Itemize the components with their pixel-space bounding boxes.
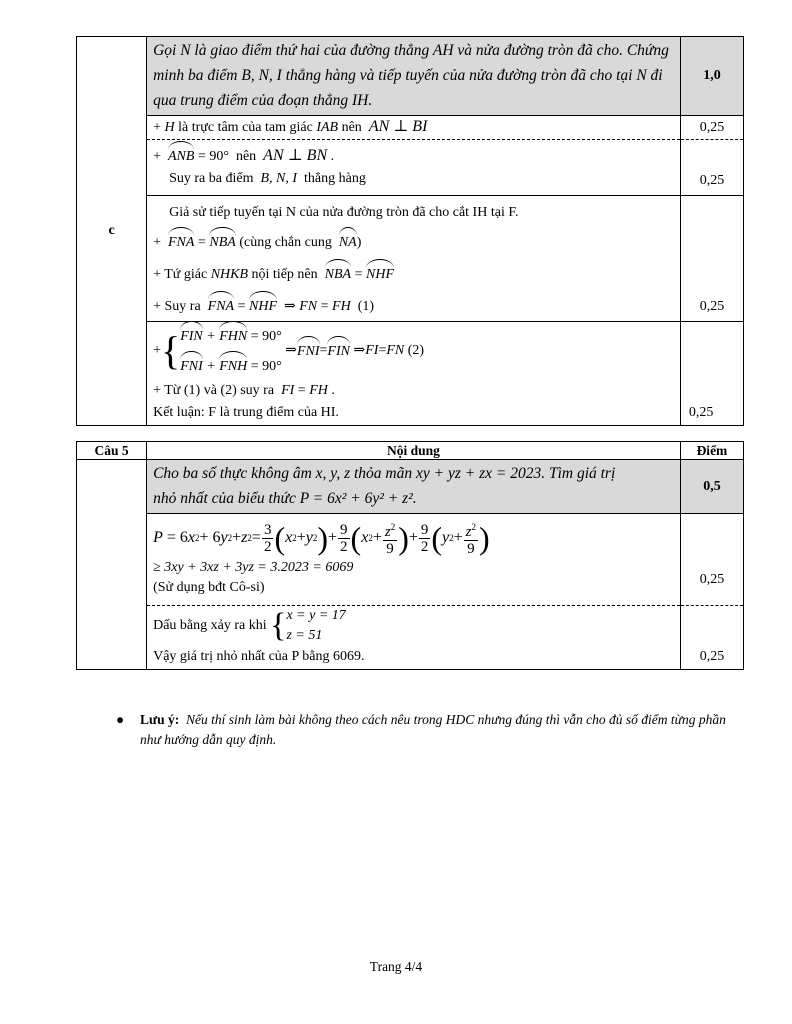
- angle-system: FIN + FHN = 90° FNI + FNH = 90°: [180, 324, 282, 378]
- orthocenter-text: là trực tâm của tam giác: [178, 120, 313, 135]
- angle-anb: ANB: [168, 144, 194, 168]
- question-5: [147, 460, 681, 514]
- angle-nba-2: NBA: [325, 262, 351, 286]
- nen-1: nên: [341, 120, 362, 135]
- page-footer: Trang 4/4: [369, 959, 423, 974]
- cyclic-text: nội tiếp nên: [251, 267, 318, 282]
- angle-fna: FNA: [168, 230, 194, 254]
- header-diem: Điểm: [680, 442, 743, 460]
- inequality-line: ≥ 3xy + 3xz + 3yz = 3.2023 = 6069: [153, 560, 354, 575]
- arc-na: NA: [339, 230, 357, 254]
- points-1: 0,25: [680, 116, 743, 140]
- inequality-note: (Sử dụng bđt Cô-si): [153, 580, 265, 595]
- question-5-line1: Cho ba số thực không âm x, y, z thỏa mãn xy + yz + zx = 2023. Tìm giá trị: [153, 465, 616, 482]
- note-label: Lưu ý:: [140, 712, 180, 727]
- q5-points-2: 0,25: [680, 606, 743, 670]
- q5-table: [76, 441, 744, 670]
- equality-1: x = y = 17: [286, 608, 346, 623]
- thang-hang-text: thẳng hàng: [304, 171, 366, 186]
- part-c-table: [76, 36, 744, 426]
- equality-2: z = 51: [286, 628, 323, 643]
- angle-nba: NBA: [209, 230, 235, 254]
- same-arc-text: (cùng chắn cung: [239, 235, 332, 250]
- q5-step-inequality: [147, 514, 681, 606]
- q5-points-1: 0,25: [680, 514, 743, 606]
- points-4: 0,25: [680, 322, 743, 426]
- q5-step-equality: [147, 606, 681, 670]
- equality-text: Dấu bằng xảy ra khi: [153, 618, 267, 633]
- equality-system: [286, 606, 345, 646]
- note-text: Nếu thí sinh làm bài không theo cách nêu trong HDC nhưng đúng thì vẫn cho đủ số điểm từng phần như hướng dẫn quy định.: [140, 712, 726, 747]
- q5-conclusion: Vậy giá trị nhỏ nhất của P bằng 6069.: [153, 649, 365, 664]
- step-conclusion: + { FIN + FHN = 90° FNI + FNH = 90° ⇒ FNI = FIN ⇒ FI = FN (2) + Từ (1) và (2) suy ra FI = FH . Kết luận: F là trung điểm của HI.: [147, 322, 681, 426]
- header-cau: Câu 5: [77, 442, 147, 460]
- bullet-icon: ●: [116, 712, 125, 727]
- question-5-line2: nhỏ nhất của biểu thức P = 6x² + 6y² + z².: [153, 490, 417, 507]
- question-5-points: 0,5: [680, 460, 743, 514]
- conclusion-c: Kết luận: F là trung điểm của HI.: [153, 405, 339, 420]
- suy-ra-2: + Suy ra: [153, 299, 201, 314]
- part-c-label: c: [108, 223, 115, 238]
- header-noi-dung: Nội dung: [147, 442, 681, 460]
- angle-fin: FIN: [327, 339, 350, 363]
- step-orthocenter: + H là trực tâm của tam giác IAB nên AN ⊥ BI: [147, 116, 681, 140]
- q5-header: [77, 442, 744, 460]
- angle-fna-2: FNA: [208, 294, 234, 318]
- points-2: 0,25: [680, 140, 743, 196]
- step-tangent: Giả sử tiếp tuyến tại N của nửa đường tròn đã cho cắt IH tại F. + FNA = NBA (cùng chắn cung NA) + Tứ giác NHKB nội tiếp nên NBA = NHF + Suy ra FNA = NHF ⇒ FN = FH (1): [147, 196, 681, 322]
- question-c: Gọi N là giao điểm thứ hai của đường thẳng AH và nửa đường tròn đã cho. Chứng minh ba điểm B, N, I thẳng hàng và tiếp tuyến của nửa đường tròn đã cho tại N đi qua trung điểm của đoạn thẳng IH.: [147, 37, 681, 116]
- equality-brace: {: [270, 607, 287, 644]
- from-12-text: + Từ (1) và (2) suy ra: [153, 383, 275, 398]
- angle-fni: FNI: [297, 339, 320, 363]
- expansion-formula: P = 6 x 2 + 6 y 2 + z 2 = $\frac{3}{2}$ ( x 2 + y 2 ) + $\frac{9}{2}$ ( x 2 + $\frac{z^2}{9}$ ) + $\frac{9}{2}$ ( y 2 + $\frac{z^2}{9}$ ): [153, 520, 490, 557]
- question-c-points: 1,0: [680, 37, 743, 116]
- angle-nhf-2: NHF: [249, 294, 277, 318]
- q5-empty-cell: [77, 460, 147, 670]
- suy-ra-text: Suy ra ba điểm: [169, 171, 254, 186]
- points-3: 0,25: [680, 196, 743, 322]
- angle-nhf: NHF: [366, 262, 394, 286]
- note: [116, 710, 736, 750]
- system-brace: {: [161, 328, 181, 373]
- step-collinear: + ANB = 90° nên AN ⊥ BN . Suy ra ba điểm B, N, I thẳng hàng: [147, 140, 681, 196]
- intro-tangent: Giả sử tiếp tuyến tại N của nửa đường tròn đã cho cắt IH tại F.: [169, 205, 519, 220]
- part-label: [77, 37, 147, 426]
